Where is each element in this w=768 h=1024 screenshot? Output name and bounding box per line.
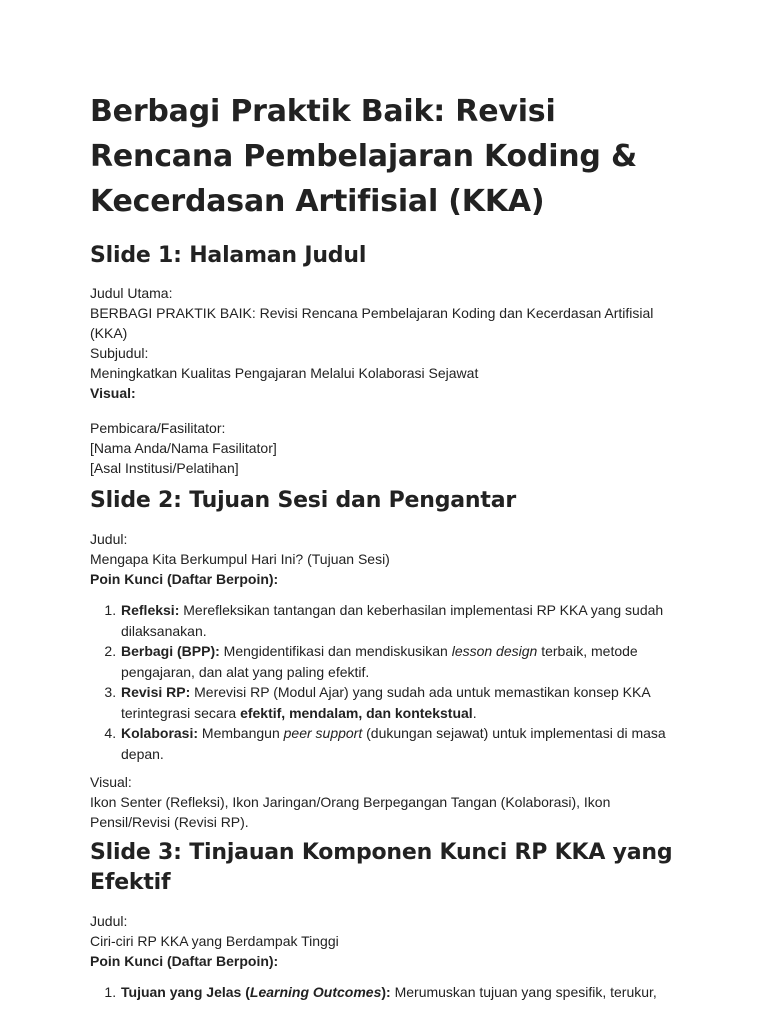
slide3-key-points-list — [90, 982, 678, 1003]
slide1-institusi: [Asal Institusi/Pelatihan] — [90, 460, 239, 476]
list-item-text: terbaik, metode pengajaran, dan alat yang paling efektif. — [121, 643, 638, 680]
list-item — [120, 982, 678, 1003]
slide1-subjudul-value: Meningkatkan Kualitas Pengajaran Melalui Kolaborasi Sejawat — [90, 365, 479, 381]
slide1-pembicara-label: Pembicara/Fasilitator: — [90, 420, 226, 436]
document-title: Berbagi Praktik Baik: Revisi Rencana Pembelajaran Koding & Kecerdasan Artifisial (KKA) — [90, 94, 637, 219]
slide2-judul-label: Judul: — [90, 531, 128, 547]
slide2-key-points-list — [90, 600, 678, 764]
slide1-nama: [Nama Anda/Nama Fasilitator] — [90, 440, 277, 456]
list-item — [120, 600, 678, 641]
slide3-judul-label: Judul: — [90, 913, 128, 929]
slide3-body — [90, 911, 678, 1003]
slide1-judul-value: BERBAGI PRAKTIK BAIK: Revisi Rencana Pembelajaran Koding dan Kecerdasan Artifisial (KKA) — [90, 305, 654, 341]
list-item-term: Berbagi (BPP): — [121, 643, 220, 659]
slide2-visual-value: Ikon Senter (Refleksi), Ikon Jaringan/Orang Berpegangan Tangan (Kolaborasi), Ikon Pensil/Revisi (Revisi RP). — [90, 794, 611, 830]
list-item-text: Membangun — [198, 725, 284, 741]
list-item-italic: lesson design — [451, 643, 538, 659]
list-item-term: Refleksi: — [121, 602, 180, 618]
slide1-subjudul-label: Subjudul: — [90, 345, 149, 361]
list-item-text: Merevisi RP (Modul Ajar) yang sudah ada untuk memastikan konsep KKA terintegrasi secara — [121, 684, 650, 721]
list-item-text: Merefleksikan tantangan dan keberhasilan implementasi RP KKA yang sudah dilaksanakan. — [121, 602, 664, 639]
slide1-heading: Slide 1: Halaman Judul — [90, 243, 367, 268]
list-item-text: . — [472, 704, 477, 721]
slide1-body — [90, 283, 678, 478]
slide2-visual-label: Visual: — [90, 774, 132, 790]
list-item-bold: efektif, mendalam, dan kontekstual — [240, 704, 473, 721]
list-item-text: Mengidentifikasi dan mendiskusikan — [219, 643, 452, 659]
slide2-heading: Slide 2: Tujuan Sesi dan Pengantar — [90, 488, 516, 513]
slide2-judul-value: Mengapa Kita Berkumpul Hari Ini? (Tujuan Sesi) — [90, 551, 390, 567]
slide2-poin-label: Poin Kunci (Daftar Berpoin): — [90, 571, 279, 587]
slide2-body — [90, 529, 678, 832]
list-item-term-part: ): — [381, 984, 391, 1000]
slide3-heading: Slide 3: Tinjauan Komponen Kunci RP KKA yang Efektif — [90, 840, 673, 895]
list-item-term-italic: Learning Outcomes — [249, 984, 382, 1000]
slide3-judul-value: Ciri-ciri RP KKA yang Berdampak Tinggi — [90, 933, 339, 949]
list-item-term: Revisi RP: — [121, 684, 191, 700]
list-item-term — [121, 984, 391, 1000]
slide3-poin-label: Poin Kunci (Daftar Berpoin): — [90, 953, 279, 969]
slide1-visual-label: Visual: — [90, 385, 136, 401]
list-item-term: Kolaborasi: — [121, 725, 199, 741]
list-item — [120, 641, 678, 682]
slide1-visual-placeholder — [90, 403, 678, 418]
list-item-term-part: Tujuan yang Jelas ( — [121, 984, 250, 1000]
list-item-text: Merumuskan tujuan yang spesifik, terukur, — [390, 984, 657, 1000]
slide1-judul-label: Judul Utama: — [90, 285, 173, 301]
list-item-italic: peer support — [283, 725, 363, 741]
list-item — [120, 723, 678, 764]
list-item-text: (dukungan sejawat) untuk implementasi di masa depan. — [121, 725, 666, 762]
list-item — [120, 682, 678, 723]
